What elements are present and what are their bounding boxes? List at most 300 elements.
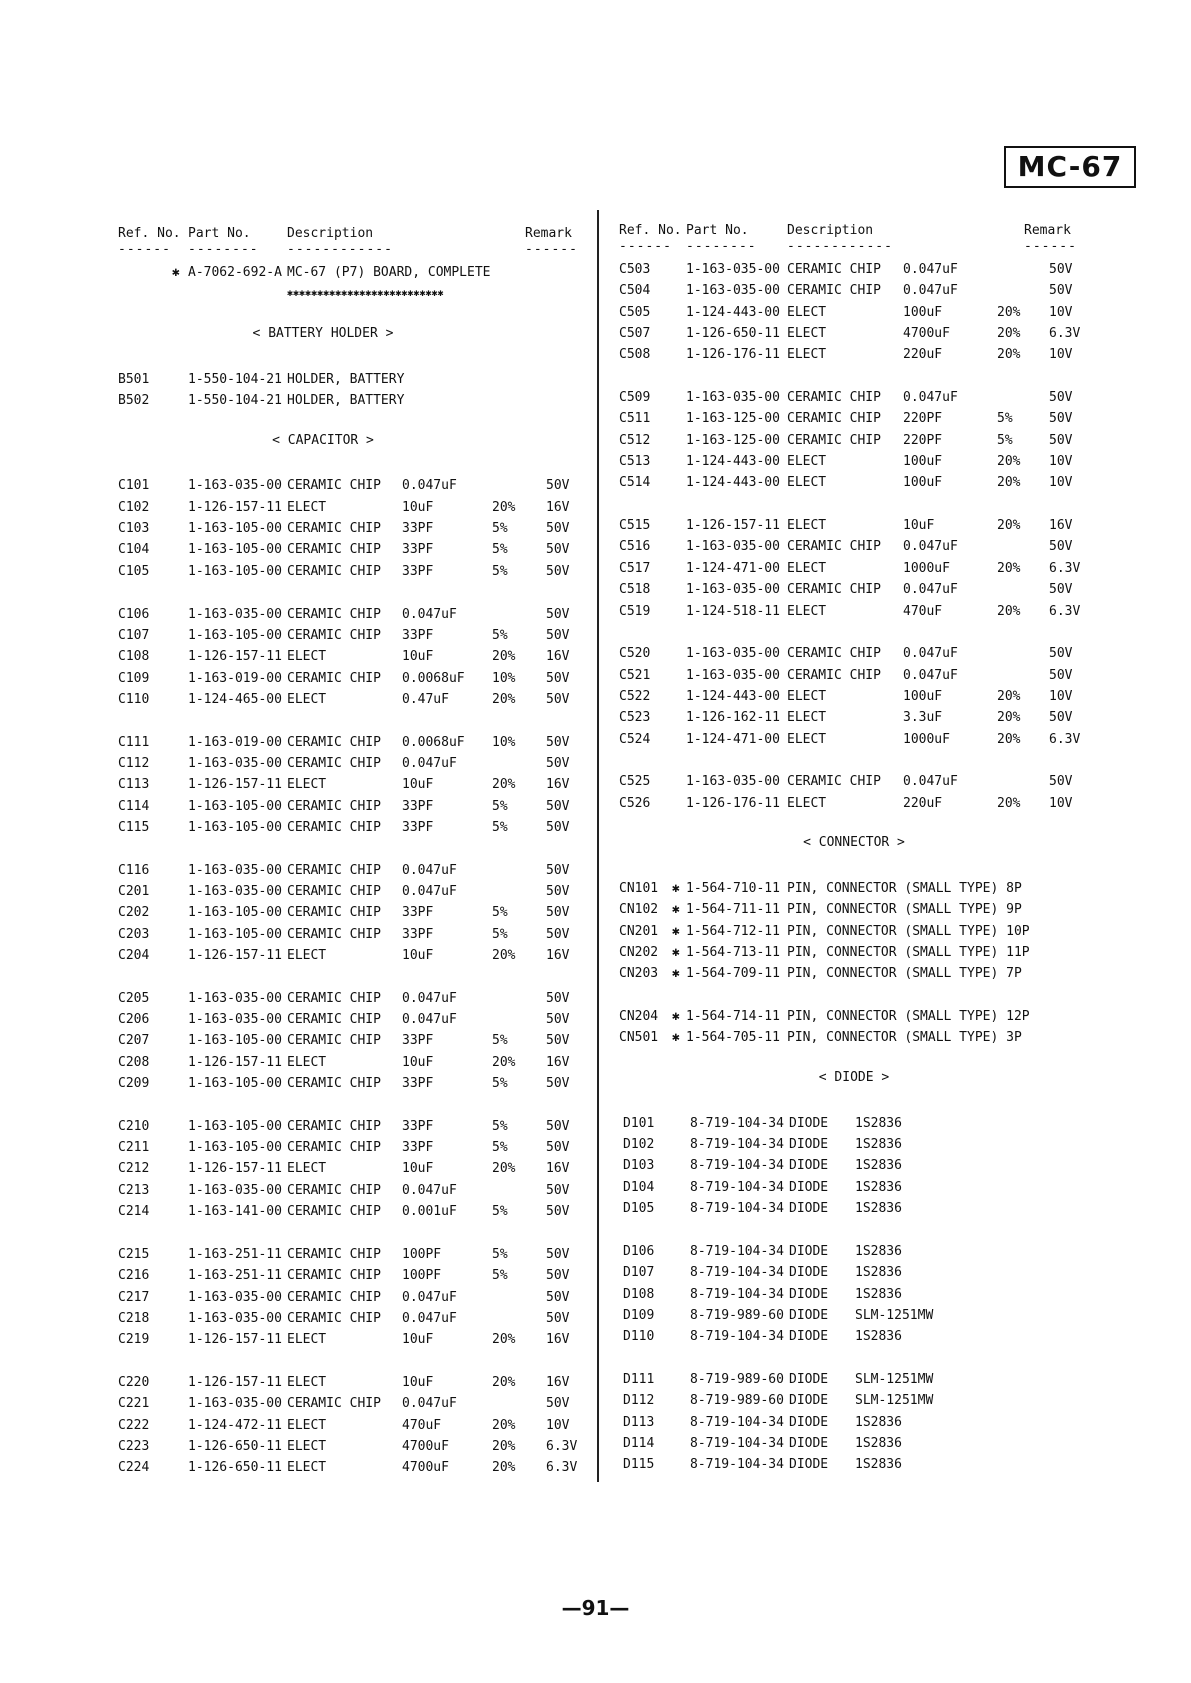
diode-row [619, 1433, 1089, 1454]
tolerance: 20% [997, 518, 1021, 534]
description: CERAMIC CHIP [287, 606, 381, 622]
capacitor-row [118, 1265, 588, 1286]
ref-no: C524 [619, 731, 651, 747]
diode-type: 1S2836 [855, 1265, 902, 1281]
tolerance: 5% [492, 521, 508, 537]
tolerance: 5% [492, 1204, 508, 1220]
capacitor-row [118, 625, 588, 646]
value: 33PF [402, 1118, 434, 1134]
capacitor-row [118, 1137, 588, 1158]
part-no: 1-564-713-11 [686, 945, 780, 960]
voltage: 16V [546, 777, 570, 793]
ref-no: C511 [619, 411, 651, 427]
part-no: 1-163-035-00 [686, 390, 780, 406]
description-header-right: Description [787, 223, 874, 238]
diode-row [619, 1262, 1089, 1283]
part-no: 1-126-157-11 [188, 1332, 282, 1348]
tolerance: 20% [997, 560, 1021, 576]
tolerance: 20% [997, 475, 1021, 491]
voltage: 50V [1049, 283, 1073, 299]
ref-no: C513 [619, 454, 651, 470]
ref-no: C224 [118, 1460, 150, 1476]
tolerance: 5% [492, 1246, 508, 1262]
voltage: 50V [546, 1268, 570, 1284]
tolerance: 20% [997, 304, 1021, 320]
part-no: 8-719-989-60 [690, 1371, 784, 1387]
description: DIODE [789, 1286, 829, 1302]
diode-type: 1S2836 [855, 1137, 902, 1153]
capacitor-row [118, 1329, 588, 1350]
ref-no: C105 [118, 563, 150, 579]
capacitor-row [118, 1073, 588, 1094]
description: CERAMIC CHIP [287, 1310, 381, 1326]
remark-header: Remark [525, 226, 572, 241]
tolerance: 20% [492, 1438, 516, 1454]
voltage: 6.3V [1049, 560, 1081, 576]
part-no: 8-719-104-34 [690, 1243, 784, 1259]
capacitor-row [619, 280, 1089, 301]
voltage: 50V [1049, 667, 1073, 683]
description: CERAMIC CHIP [287, 734, 381, 750]
description: CERAMIC CHIP [287, 1140, 381, 1156]
part-no: 1-126-650-11 [188, 1460, 282, 1476]
capacitor-row [118, 1457, 588, 1478]
battery-row [118, 369, 588, 390]
value: 0.047uF [903, 539, 958, 555]
diode-type: 1S2836 [855, 1414, 902, 1430]
board-stars: ✱✱✱✱✱✱✱✱✱✱✱✱✱✱✱✱✱✱✱✱✱✱✱✱✱✱ [287, 288, 444, 300]
description: CERAMIC CHIP [287, 1246, 381, 1262]
capacitor-row [118, 1372, 588, 1393]
capacitor-row [118, 817, 588, 838]
part-no: 8-719-104-34 [690, 1265, 784, 1281]
mark: ✱ [672, 966, 680, 982]
tolerance: 20% [492, 649, 516, 665]
description: ELECT [787, 347, 827, 363]
part-no: 1-550-104-21 [188, 371, 282, 387]
value: 0.0068uF [402, 734, 465, 750]
part-no: 1-163-125-00 [686, 432, 780, 448]
voltage: 50V [546, 521, 570, 537]
value: 10uF [402, 1161, 434, 1177]
ref-no: C202 [118, 905, 150, 921]
value: 100PF [402, 1268, 442, 1284]
capacitor-row [118, 1415, 588, 1436]
capacitor-row [118, 774, 588, 795]
description: CERAMIC CHIP [287, 1204, 381, 1220]
voltage: 50V [546, 1033, 570, 1049]
part-no: 1-163-105-00 [188, 521, 282, 537]
diode-row [619, 1241, 1089, 1262]
description: CERAMIC CHIP [287, 1289, 381, 1305]
value: 220PF [903, 411, 943, 427]
part-no: 1-126-650-11 [188, 1438, 282, 1454]
value: 100uF [903, 454, 943, 470]
capacitor-row [118, 881, 588, 902]
voltage: 10V [1049, 454, 1073, 470]
value: 1000uF [903, 731, 950, 747]
ref-no-header: Ref. No. [118, 226, 181, 241]
ref-no: C521 [619, 667, 651, 683]
part-no: 1-163-035-00 [686, 582, 780, 598]
description: HOLDER, BATTERY [287, 371, 405, 387]
ref-no: C201 [118, 883, 150, 899]
value: 1000uF [903, 560, 950, 576]
capacitor-row [619, 665, 1089, 686]
part-no: 1-550-104-21 [188, 393, 282, 409]
voltage: 50V [546, 670, 570, 686]
ref-no: C522 [619, 688, 651, 704]
part-no: 1-163-019-00 [188, 734, 282, 750]
part-no: 1-124-443-00 [686, 304, 780, 320]
value: 33PF [402, 627, 434, 643]
diode-type: SLM-1251MW [855, 1393, 934, 1409]
part-no: 1-163-035-00 [686, 283, 780, 299]
value: 10uF [402, 777, 434, 793]
description: DIODE [789, 1243, 829, 1259]
ref-no: C214 [118, 1204, 150, 1220]
capacitor-row [619, 686, 1089, 707]
left-parts-column [118, 226, 588, 1479]
part-no: 1-126-157-11 [188, 1374, 282, 1390]
description: CERAMIC CHIP [287, 478, 381, 494]
voltage: 50V [546, 542, 570, 558]
capacitor-row [619, 729, 1089, 750]
part-no: 1-163-035-00 [188, 883, 282, 899]
description: ELECT [787, 475, 827, 491]
description: CERAMIC CHIP [287, 521, 381, 537]
ref-no: D113 [623, 1414, 655, 1430]
part-no: 1-126-157-11 [188, 649, 282, 665]
description: CERAMIC CHIP [287, 1396, 381, 1412]
connector-row [619, 942, 1089, 963]
ref-no: C218 [118, 1310, 150, 1326]
diode-row [619, 1113, 1089, 1134]
voltage: 16V [546, 1161, 570, 1177]
part-no: 8-719-104-34 [690, 1435, 784, 1451]
description: PIN, CONNECTOR (SMALL TYPE) 12P [787, 1009, 1030, 1025]
part-no: 1-564-714-11 [686, 1009, 780, 1025]
voltage: 50V [546, 905, 570, 921]
diode-type: 1S2836 [855, 1329, 902, 1345]
description: CERAMIC CHIP [287, 926, 381, 942]
description: DIODE [789, 1265, 829, 1281]
ref-dashes-right: ------ [619, 239, 672, 254]
part-no: 1-163-035-00 [188, 1012, 282, 1028]
part-no: 1-163-105-00 [188, 1118, 282, 1134]
capacitor-row [118, 1244, 588, 1265]
description: ELECT [787, 688, 827, 704]
description: ELECT [287, 1417, 327, 1433]
ref-no: CN202 [619, 945, 659, 960]
part-no: 1-126-157-11 [188, 499, 282, 515]
tolerance: 20% [492, 948, 516, 963]
description: CERAMIC CHIP [287, 1076, 381, 1092]
ref-no: C116 [118, 862, 150, 878]
value: 10uF [402, 499, 434, 515]
value: 33PF [402, 905, 434, 921]
voltage: 50V [1049, 774, 1073, 790]
part-no: 1-163-105-00 [188, 926, 282, 942]
description: ELECT [787, 454, 827, 470]
capacitor-row [619, 408, 1089, 429]
value: 470uF [903, 603, 943, 619]
remark-header-right: Remark [1024, 223, 1071, 238]
ref-no: C517 [619, 560, 651, 576]
tolerance: 20% [997, 795, 1021, 811]
diode-row [619, 1454, 1089, 1475]
capacitor-row [118, 539, 588, 560]
mark: ✱ [672, 1030, 680, 1046]
ref-no: C223 [118, 1438, 150, 1454]
voltage: 50V [1049, 432, 1073, 448]
voltage: 50V [1049, 390, 1073, 406]
tolerance: 5% [492, 1033, 508, 1049]
capacitor-row [118, 646, 588, 667]
ref-no: C204 [118, 948, 150, 963]
value: 4700uF [402, 1460, 449, 1476]
part-no: 1-124-471-00 [686, 560, 780, 576]
description-header: Description [287, 226, 374, 241]
value: 0.047uF [402, 478, 457, 494]
description: ELECT [787, 731, 827, 747]
ref-no: C114 [118, 798, 150, 814]
part-no: 8-719-989-60 [690, 1307, 784, 1323]
description: ELECT [787, 710, 827, 726]
ref-no: D106 [623, 1243, 655, 1259]
ref-no: D105 [623, 1201, 655, 1217]
voltage: 50V [1049, 582, 1073, 598]
ref-no: C113 [118, 777, 150, 793]
capacitor-row [619, 707, 1089, 728]
voltage: 10V [546, 1417, 570, 1433]
value: 0.047uF [402, 1310, 457, 1326]
connector-row [619, 878, 1089, 899]
part-no: 1-124-518-11 [686, 603, 780, 619]
tolerance: 20% [492, 1332, 516, 1348]
tolerance: 5% [492, 1268, 508, 1284]
remark-dashes: ------ [525, 242, 578, 257]
voltage: 50V [546, 1076, 570, 1092]
voltage: 50V [546, 1204, 570, 1220]
tolerance: 20% [492, 777, 516, 793]
capacitor-row [118, 1116, 588, 1137]
voltage: 16V [546, 499, 570, 515]
voltage: 10V [1049, 475, 1073, 491]
diode-type: 1S2836 [855, 1115, 902, 1131]
voltage: 50V [546, 627, 570, 643]
capacitor-row [619, 430, 1089, 451]
capacitor-row [619, 387, 1089, 408]
voltage: 50V [1049, 646, 1073, 662]
ref-no: D102 [623, 1137, 655, 1153]
voltage: 50V [546, 691, 570, 707]
voltage: 50V [546, 1310, 570, 1326]
tolerance: 10% [492, 670, 516, 686]
part-no: 8-719-104-34 [690, 1179, 784, 1195]
voltage: 50V [546, 819, 570, 835]
description: CERAMIC CHIP [787, 539, 881, 555]
capacitor-row [118, 1158, 588, 1179]
ref-no: CN501 [619, 1030, 659, 1046]
ref-no: C222 [118, 1417, 150, 1433]
ref-no: C216 [118, 1268, 150, 1284]
description: CERAMIC CHIP [287, 542, 381, 558]
value: 33PF [402, 1076, 434, 1092]
ref-no: C108 [118, 649, 150, 665]
voltage: 6.3V [1049, 326, 1081, 342]
description: ELECT [787, 795, 827, 811]
ref-no: D108 [623, 1286, 655, 1302]
capacitor-row [118, 902, 588, 923]
diode-type: 1S2836 [855, 1179, 902, 1195]
voltage: 50V [546, 478, 570, 494]
capacitor-row [118, 945, 588, 966]
description: CERAMIC CHIP [787, 390, 881, 406]
description: DIODE [789, 1371, 829, 1387]
part-no: 1-564-710-11 [686, 880, 780, 896]
diode-row [619, 1326, 1089, 1347]
part-no: 1-163-105-00 [188, 798, 282, 814]
part-no: 1-163-035-00 [188, 1182, 282, 1198]
voltage: 10V [1049, 688, 1073, 704]
diode-row [619, 1369, 1089, 1390]
part-no: 1-124-443-00 [686, 688, 780, 704]
ref-no: C112 [118, 755, 150, 771]
capacitor-row [118, 1308, 588, 1329]
part-no: 1-163-035-00 [188, 990, 282, 1006]
ref-no: CN102 [619, 902, 659, 918]
ref-no: D114 [623, 1435, 655, 1451]
part-no: 1-564-709-11 [686, 966, 780, 982]
part-no: 1-564-711-11 [686, 902, 780, 918]
voltage: 16V [546, 1332, 570, 1348]
voltage: 10V [1049, 304, 1073, 320]
connector-row [619, 899, 1089, 920]
value: 0.047uF [402, 755, 457, 771]
diode-row [619, 1284, 1089, 1305]
part-no: 1-163-035-00 [686, 646, 780, 662]
tolerance: 20% [997, 688, 1021, 704]
ref-no: C505 [619, 304, 651, 320]
left-header-underline [118, 242, 588, 262]
description: ELECT [287, 1438, 327, 1454]
description: DIODE [789, 1393, 829, 1409]
description: PIN, CONNECTOR (SMALL TYPE) 10P [787, 923, 1030, 939]
value: 0.0068uF [402, 670, 465, 686]
tolerance: 5% [492, 819, 508, 835]
tolerance: 20% [492, 1374, 516, 1390]
diode-type: 1S2836 [855, 1286, 902, 1302]
part-no: 1-126-176-11 [686, 795, 780, 811]
voltage: 16V [546, 1374, 570, 1390]
capacitor-row [118, 924, 588, 945]
ref-no: C107 [118, 627, 150, 643]
part-no: 1-564-705-11 [686, 1030, 780, 1046]
value: 0.047uF [903, 582, 958, 598]
description: CERAMIC CHIP [287, 627, 381, 643]
capacitor-row [619, 515, 1089, 536]
description: ELECT [287, 1460, 327, 1476]
ref-no: C208 [118, 1054, 150, 1070]
capacitor-row [118, 1393, 588, 1414]
capacitor-row [118, 668, 588, 689]
value: 33PF [402, 798, 434, 814]
value: 0.047uF [402, 1182, 457, 1198]
ref-no: C504 [619, 283, 651, 299]
value: 220uF [903, 347, 943, 363]
model-badge: MC-67 [1004, 146, 1136, 188]
ref-no: C212 [118, 1161, 150, 1177]
capacitor-row [118, 518, 588, 539]
part-no: 8-719-104-34 [690, 1158, 784, 1174]
description: CERAMIC CHIP [287, 883, 381, 899]
part-no: 1-163-105-00 [188, 1033, 282, 1049]
value: 0.047uF [903, 667, 958, 683]
voltage: 6.3V [1049, 731, 1081, 747]
voltage: 50V [546, 990, 570, 1006]
voltage: 6.3V [546, 1460, 578, 1476]
description: DIODE [789, 1158, 829, 1174]
voltage: 50V [546, 1012, 570, 1028]
description: DIODE [789, 1179, 829, 1195]
voltage: 50V [546, 1396, 570, 1412]
capacitor-row [118, 475, 588, 496]
ref-no: C213 [118, 1182, 150, 1198]
capacitor-row [118, 561, 588, 582]
part-no: 8-719-104-34 [690, 1457, 784, 1473]
voltage: 50V [546, 1140, 570, 1156]
part-no: 1-163-035-00 [686, 539, 780, 555]
value: 470uF [402, 1417, 442, 1433]
ref-no: D110 [623, 1329, 655, 1345]
description: ELECT [287, 649, 327, 665]
part-no: 1-163-105-00 [188, 563, 282, 579]
capacitor-row [619, 558, 1089, 579]
description: CERAMIC CHIP [287, 1268, 381, 1284]
capacitor-row [118, 753, 588, 774]
connector-row [619, 1006, 1089, 1027]
ref-no: C526 [619, 795, 651, 811]
part-no: 1-163-035-00 [686, 262, 780, 277]
description: PIN, CONNECTOR (SMALL TYPE) 9P [787, 902, 1022, 918]
ref-no: C221 [118, 1396, 150, 1412]
voltage: 50V [1049, 262, 1073, 277]
desc-dashes-right: ------------ [787, 239, 893, 254]
tolerance: 5% [492, 542, 508, 558]
value: 100uF [903, 688, 943, 704]
remark-dashes-right: ------ [1024, 239, 1077, 254]
tolerance: 5% [492, 1076, 508, 1092]
value: 0.047uF [903, 283, 958, 299]
value: 10uF [402, 649, 434, 665]
value: 220PF [903, 432, 943, 448]
ref-no: C203 [118, 926, 150, 942]
description: ELECT [787, 326, 827, 342]
capacitor-row [118, 1436, 588, 1457]
ref-no: D112 [623, 1393, 655, 1409]
ref-no: C207 [118, 1033, 150, 1049]
value: 0.047uF [903, 774, 958, 790]
tolerance: 20% [492, 499, 516, 515]
capacitor-row [118, 988, 588, 1009]
ref-no: C514 [619, 475, 651, 491]
diode-row [619, 1390, 1089, 1411]
description: CERAMIC CHIP [787, 667, 881, 683]
capacitor-row [118, 732, 588, 753]
ref-no: C520 [619, 646, 651, 662]
description: CERAMIC CHIP [287, 905, 381, 921]
